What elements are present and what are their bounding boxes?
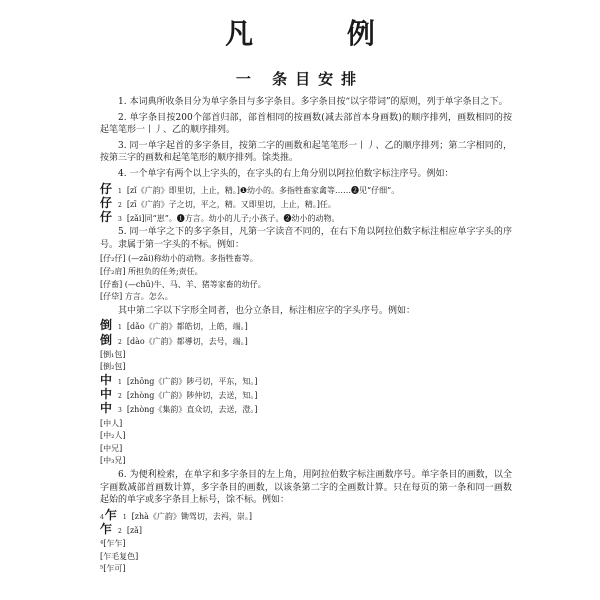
entry-sup: 3 — [118, 215, 122, 223]
entry-sup: 1 — [118, 324, 122, 332]
paragraph-1: 1. 本词典所收条目分为单字条目与多字条目。多字条目按“以字带词”的原则，列于单字条目之下。 — [118, 97, 508, 107]
compound-entry: ⁴[乍乍] — [100, 539, 126, 549]
paragraph-3: 3. 同一单字起首的多字条目，按第二字的画数和起笔笔形一丨丿、乙的顺序排列；第二字相同的，按第三字的画数和起笔笔形的顺序排列。馀类推。 — [100, 140, 512, 164]
compound-entry: [仔₂仔] (—zāi)称幼小的动物。多指牲畜等。 — [100, 254, 258, 264]
entry-text: [zhà《广韵》锄驾切，去祃，崇。] — [131, 511, 253, 521]
entry-text: [zhòng《集韵》直众切，去送，澄。] — [126, 405, 258, 415]
entry-head: 仔 — [100, 209, 113, 224]
compound-entry: [仔牮] 方言。怎么。 — [100, 292, 173, 302]
entry-text: [zǎ] — [126, 525, 143, 535]
entry-head: 倒 — [100, 318, 113, 333]
paragraph-5: 5. 同一单字之下的多字条目，凡第一字读音不同的，在右下角以阿拉伯数字标注相应单字字头的序号。隶属于第一字头的不标。例如： — [100, 227, 512, 250]
compound-entry: [乍毛复色] — [100, 551, 139, 561]
entry-sup: 1 — [118, 378, 122, 386]
entry-text: [zǐ《广韵》即里切，上止，精。]❶幼小的。多指牲畜家禽等……❷见“仔细”。 — [126, 185, 400, 195]
entry-sup: 2 — [118, 338, 122, 346]
entry-head: 仔 — [100, 181, 113, 196]
example-entry — [100, 181, 512, 197]
compound-entry: [中人] — [100, 418, 123, 428]
example-entry — [100, 332, 512, 348]
entry-head: 仔 — [100, 195, 113, 210]
entry-sup: 2 — [118, 527, 122, 535]
paragraph-4: 4. 一个单字有两个以上字头的，在字头的右上角分别以阿拉伯数字标注序号。例如： — [118, 168, 454, 179]
compound-entry: [中₃兄] — [100, 456, 126, 466]
body-text — [100, 96, 512, 577]
entry-sup: 3 — [118, 407, 122, 415]
compound-entry: ⁵[乍可] — [100, 564, 126, 574]
entry-sup: 1 — [118, 187, 122, 195]
entry-stroke-count: 4 — [100, 513, 104, 521]
paragraph-6: 其中第二字以下字形全同者，也分立条目，标注相应字的字头序号。例如： — [118, 305, 416, 316]
entry-text: [dào《广韵》都導切，去号，端。] — [126, 336, 248, 346]
compound-entry: [中₂人] — [100, 431, 126, 441]
compound-entry: [仔畜] (—chū)牛、马、羊、猪等家畜的幼仔。 — [100, 279, 266, 289]
entry-head: 乍 — [104, 507, 117, 522]
example-entry — [100, 320, 512, 333]
entry-sup: 1 — [122, 513, 127, 521]
example-entry — [100, 209, 512, 225]
entry-sup: 2 — [118, 393, 122, 401]
entry-head: 中 — [100, 387, 113, 402]
compound-entry: [仔₂肩] 所担负的任务;责任。 — [100, 266, 203, 276]
entry-text: [zǎi]同“崽”。❶方言。幼小的儿子;小孩子。❷幼小的动物。 — [126, 213, 340, 223]
entry-sup: 2 — [118, 201, 122, 209]
compound-entry: [中兄] — [100, 443, 123, 453]
entry-text: [zhōng《广韵》陟弓切，平东，知。] — [126, 376, 258, 386]
entry-head: 倒 — [100, 332, 113, 347]
entry-head: 乍 — [100, 521, 113, 536]
example-entry — [100, 507, 512, 523]
page-title: 凡 例 — [225, 17, 417, 50]
compound-entry: [倒₂包] — [100, 362, 126, 372]
entry-head: 中 — [100, 401, 113, 416]
example-entry — [100, 372, 512, 388]
entry-text: [zī《广韵》子之切，平之，精。又即里切，上止，精。]任。 — [126, 199, 336, 209]
section-title: 一 条目安排 — [235, 70, 365, 88]
entry-text: [zhòng《广韵》陟仲切，去送，知。] — [126, 391, 258, 401]
entry-head: 中 — [100, 372, 113, 387]
entry-text: [dǎo《广韵》都皓切，上皓，端。] — [126, 322, 248, 332]
example-entry — [100, 403, 512, 416]
example-entry — [100, 521, 512, 537]
paragraph-7: 6. 为便利检索，在单字和多字条目的左上角，用阿拉伯数字标注画数序号。单字条目的画数，以全字画数减部首画数计算，多字条目的画数，以该条第二字的全画数计算。只在每页的第一条和同一画数起始的单字或多字条目上标号，馀不标。例如： — [100, 469, 512, 506]
example-entry — [100, 195, 512, 211]
compound-entry: [倒₁包] — [100, 349, 126, 359]
example-entry — [100, 389, 512, 402]
paragraph-2: 2. 单字条目按200个部首归部，部首相同的按画数(减去部首本身画数)的顺序排列，画数相同的按起笔笔形一丨丿、乙的顺序排列。 — [100, 112, 512, 136]
